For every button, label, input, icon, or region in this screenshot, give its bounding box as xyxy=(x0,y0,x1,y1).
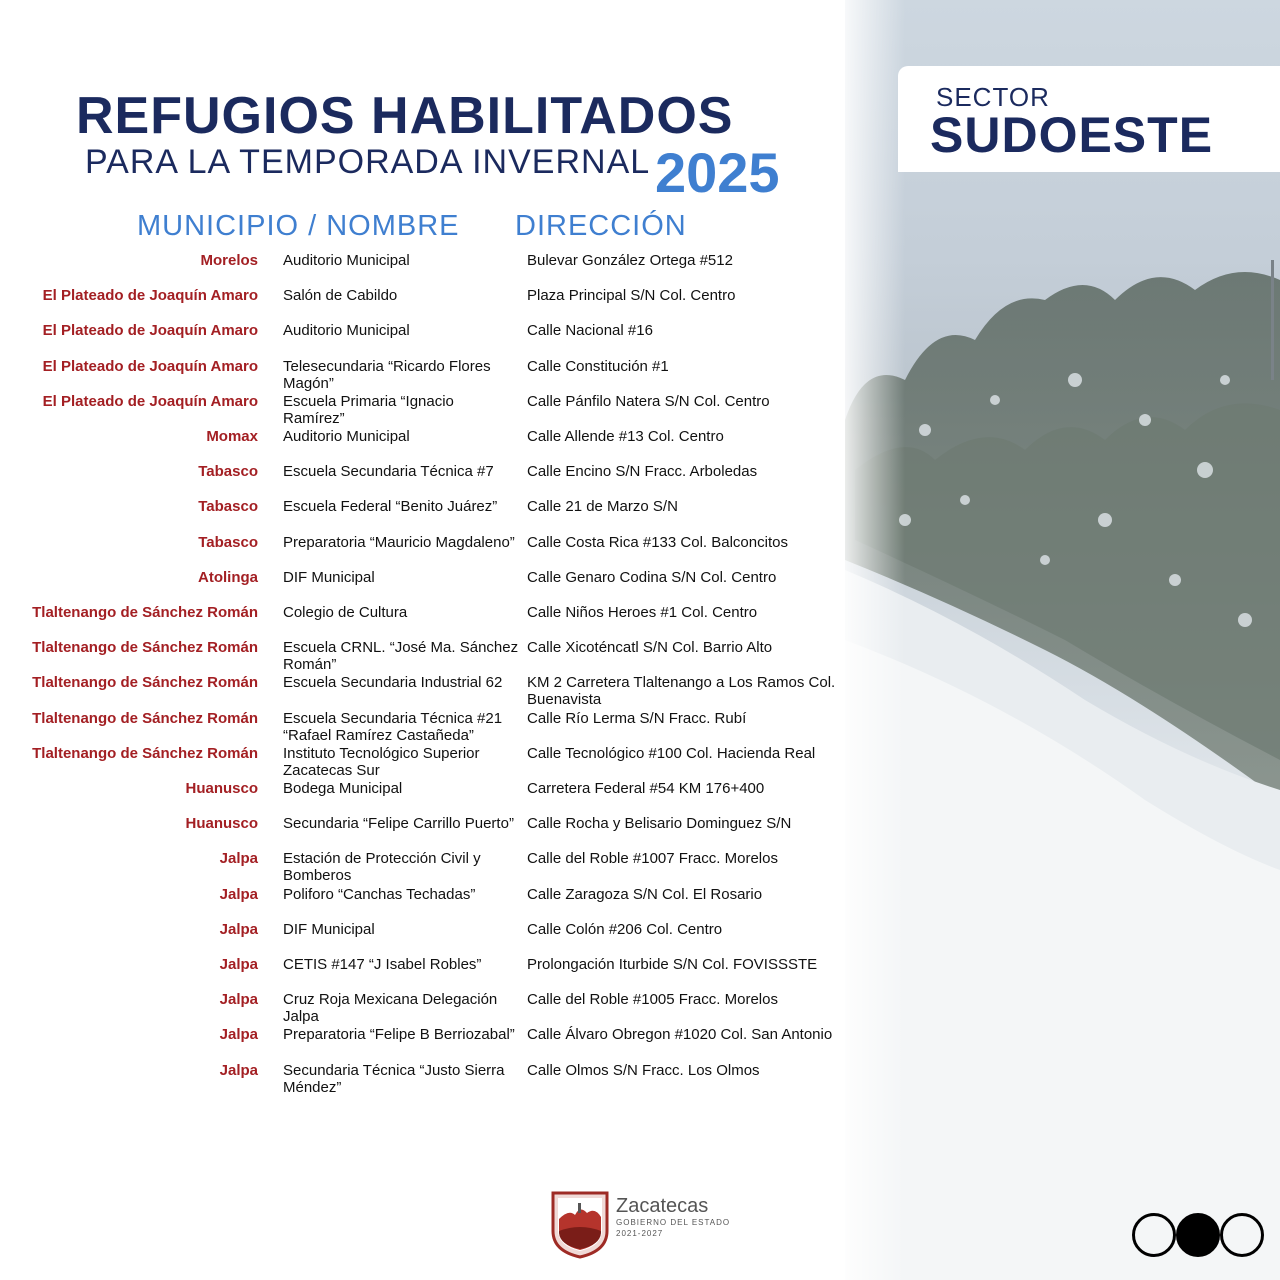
direccion-cell: Calle Olmos S/N Fracc. Los Olmos xyxy=(527,1061,760,1079)
logo-subtitle: GOBIERNO DEL ESTADO xyxy=(616,1218,731,1227)
municipio-cell: Tabasco xyxy=(198,533,258,551)
table-row xyxy=(0,884,845,919)
nombre-cell: DIF Municipal xyxy=(283,920,375,938)
nombre-cell: Preparatoria “Mauricio Magdaleno” xyxy=(283,533,515,551)
nombre-cell: Telesecundaria “Ricardo Flores Magón” xyxy=(283,357,491,392)
municipio-cell: Huanusco xyxy=(185,780,258,797)
page-title: REFUGIOS HABILITADOS xyxy=(76,87,734,145)
table-row xyxy=(0,461,845,496)
municipio-cell: Jalpa xyxy=(219,920,258,938)
nombre-cell: Escuela Secundaria Técnica #21 “Rafael Ramírez Castañeda” xyxy=(283,709,503,744)
table-row xyxy=(0,672,845,707)
municipio-cell: Huanusco xyxy=(185,815,258,833)
municipio-cell: El Plateado de Joaquín Amaro xyxy=(42,357,258,375)
table-row xyxy=(0,989,845,1024)
logo-name: Zacatecas xyxy=(616,1195,709,1217)
page-indicator xyxy=(1132,1213,1264,1257)
nombre-cell: Poliforo “Canchas Techadas” xyxy=(283,885,476,903)
municipio-cell: Tlaltenango de Sánchez Román xyxy=(32,744,258,762)
nombre-cell: Secundaria Técnica “Justo Sierra Méndez” xyxy=(283,1061,505,1096)
direccion-cell: Prolongación Iturbide S/N Col. FOVISSSTE xyxy=(527,956,818,973)
direccion-cell: KM 2 Carretera Tlaltenango a Los Ramos Col. Buenavista xyxy=(527,674,836,709)
direccion-cell: Calle Colón #206 Col. Centro xyxy=(527,920,723,938)
page-dot-2 xyxy=(1176,1213,1220,1257)
municipio-cell: Momax xyxy=(206,428,258,445)
table-row xyxy=(0,532,845,567)
municipio-cell: Jalpa xyxy=(219,1026,258,1044)
page-dot-3 xyxy=(1220,1213,1264,1257)
direccion-cell: Calle Niños Heroes #1 Col. Centro xyxy=(527,604,758,621)
municipio-cell: Tlaltenango de Sánchez Román xyxy=(32,604,258,621)
municipio-cell: Jalpa xyxy=(219,956,258,973)
municipio-cell: Atolinga xyxy=(198,568,258,586)
direccion-cell: Calle del Roble #1005 Fracc. Morelos xyxy=(527,991,778,1009)
nombre-cell: DIF Municipal xyxy=(283,568,375,586)
nombre-cell: Bodega Municipal xyxy=(283,780,403,797)
direccion-cell: Calle Nacional #16 xyxy=(527,322,653,340)
page-subtitle: PARA LA TEMPORADA INVERNAL xyxy=(85,143,651,181)
sector-name: SUDOESTE xyxy=(930,107,1214,163)
table-row xyxy=(0,919,845,954)
nombre-cell: Estación de Protección Civil y Bomberos xyxy=(283,850,481,885)
direccion-cell: Bulevar González Ortega #512 xyxy=(527,252,733,269)
municipio-cell: Tabasco xyxy=(198,463,258,481)
municipio-cell: Morelos xyxy=(200,252,258,269)
table-row xyxy=(0,954,845,989)
table-row xyxy=(0,426,845,461)
nombre-cell: Cruz Roja Mexicana Delegación Jalpa xyxy=(283,991,498,1026)
nombre-cell: Auditorio Municipal xyxy=(283,322,410,340)
snow-landscape-illustration xyxy=(845,0,1280,1280)
nombre-cell: CETIS #147 “J Isabel Robles” xyxy=(283,956,482,973)
table-row xyxy=(0,602,845,637)
nombre-cell: Instituto Tecnológico Superior Zacatecas Sur xyxy=(283,744,480,779)
direccion-cell: Calle Rocha y Belisario Dominguez S/N xyxy=(527,815,792,833)
nombre-cell: Colegio de Cultura xyxy=(283,604,408,621)
table-row xyxy=(0,708,845,743)
municipio-cell: Jalpa xyxy=(219,991,258,1009)
nombre-cell: Secundaria “Felipe Carrillo Puerto” xyxy=(283,815,514,833)
nombre-cell: Auditorio Municipal xyxy=(283,252,410,269)
table-row xyxy=(0,250,845,285)
nombre-cell: Auditorio Municipal xyxy=(283,428,410,445)
coat-of-arms-icon xyxy=(551,1191,609,1259)
photo-fade xyxy=(845,0,905,1280)
direccion-cell: Carretera Federal #54 KM 176+400 xyxy=(527,780,765,797)
table-row xyxy=(0,743,845,778)
direccion-cell: Calle Allende #13 Col. Centro xyxy=(527,428,724,445)
direccion-cell: Calle del Roble #1007 Fracc. Morelos xyxy=(527,850,778,868)
column-header-direccion: DIRECCIÓN xyxy=(515,210,687,242)
table-row xyxy=(0,778,845,813)
municipio-cell: El Plateado de Joaquín Amaro xyxy=(42,392,258,410)
direccion-cell: Calle Pánfilo Natera S/N Col. Centro xyxy=(527,392,770,410)
table-row xyxy=(0,848,845,883)
nombre-cell: Salón de Cabildo xyxy=(283,287,398,305)
nombre-cell: Escuela Federal “Benito Juárez” xyxy=(283,498,498,516)
direccion-cell: Calle Zaragoza S/N Col. El Rosario xyxy=(527,885,763,903)
sector-badge xyxy=(898,66,1280,172)
table-row xyxy=(0,567,845,602)
table-row xyxy=(0,391,845,426)
municipio-cell: Tabasco xyxy=(198,498,258,516)
table-row xyxy=(0,1060,845,1095)
logo-years: 2021-2027 xyxy=(616,1229,664,1238)
direccion-cell: Calle Encino S/N Fracc. Arboledas xyxy=(527,463,758,481)
direccion-cell: Calle Costa Rica #133 Col. Balconcitos xyxy=(527,533,788,551)
sector-label: SECTOR xyxy=(936,82,1050,112)
municipio-cell: Tlaltenango de Sánchez Román xyxy=(32,709,258,727)
municipio-cell: Jalpa xyxy=(219,850,258,868)
direccion-cell: Calle Constitución #1 xyxy=(527,357,669,375)
table-row xyxy=(0,320,845,355)
snow-landscape-photo xyxy=(845,0,1280,1280)
page-year: 2025 xyxy=(655,141,780,204)
direccion-cell: Plaza Principal S/N Col. Centro xyxy=(527,287,736,305)
nombre-cell: Preparatoria “Felipe B Berriozabal” xyxy=(283,1026,515,1044)
municipio-cell: Tlaltenango de Sánchez Román xyxy=(32,639,258,657)
zacatecas-logo xyxy=(551,1191,751,1261)
table-row xyxy=(0,1024,845,1059)
table-row xyxy=(0,637,845,672)
municipio-cell: Jalpa xyxy=(219,885,258,903)
direccion-cell: Calle Tecnológico #100 Col. Hacienda Real xyxy=(527,744,816,762)
direccion-cell: Calle 21 de Marzo S/N xyxy=(527,498,678,516)
table-row xyxy=(0,496,845,531)
municipio-cell: El Plateado de Joaquín Amaro xyxy=(42,287,258,305)
direccion-cell: Calle Río Lerma S/N Fracc. Rubí xyxy=(527,709,747,727)
column-header-municipio: MUNICIPIO / NOMBRE xyxy=(137,210,460,242)
municipio-cell: El Plateado de Joaquín Amaro xyxy=(42,322,258,340)
table-row xyxy=(0,285,845,320)
nombre-cell: Escuela Primaria “Ignacio Ramírez” xyxy=(283,392,454,427)
nombre-cell: Escuela CRNL. “José Ma. Sánchez Román” xyxy=(283,639,519,674)
page-dot-1 xyxy=(1132,1213,1176,1257)
nombre-cell: Escuela Secundaria Técnica #7 xyxy=(283,463,494,481)
municipio-cell: Tlaltenango de Sánchez Román xyxy=(32,674,258,692)
nombre-cell: Escuela Secundaria Industrial 62 xyxy=(283,674,503,692)
direccion-cell: Calle Genaro Codina S/N Col. Centro xyxy=(527,568,777,586)
direccion-cell: Calle Xicoténcatl S/N Col. Barrio Alto xyxy=(527,639,773,657)
direccion-cell: Calle Álvaro Obregon #1020 Col. San Antonio xyxy=(527,1026,833,1044)
table-row xyxy=(0,356,845,391)
municipio-cell: Jalpa xyxy=(219,1061,258,1079)
table-row xyxy=(0,813,845,848)
